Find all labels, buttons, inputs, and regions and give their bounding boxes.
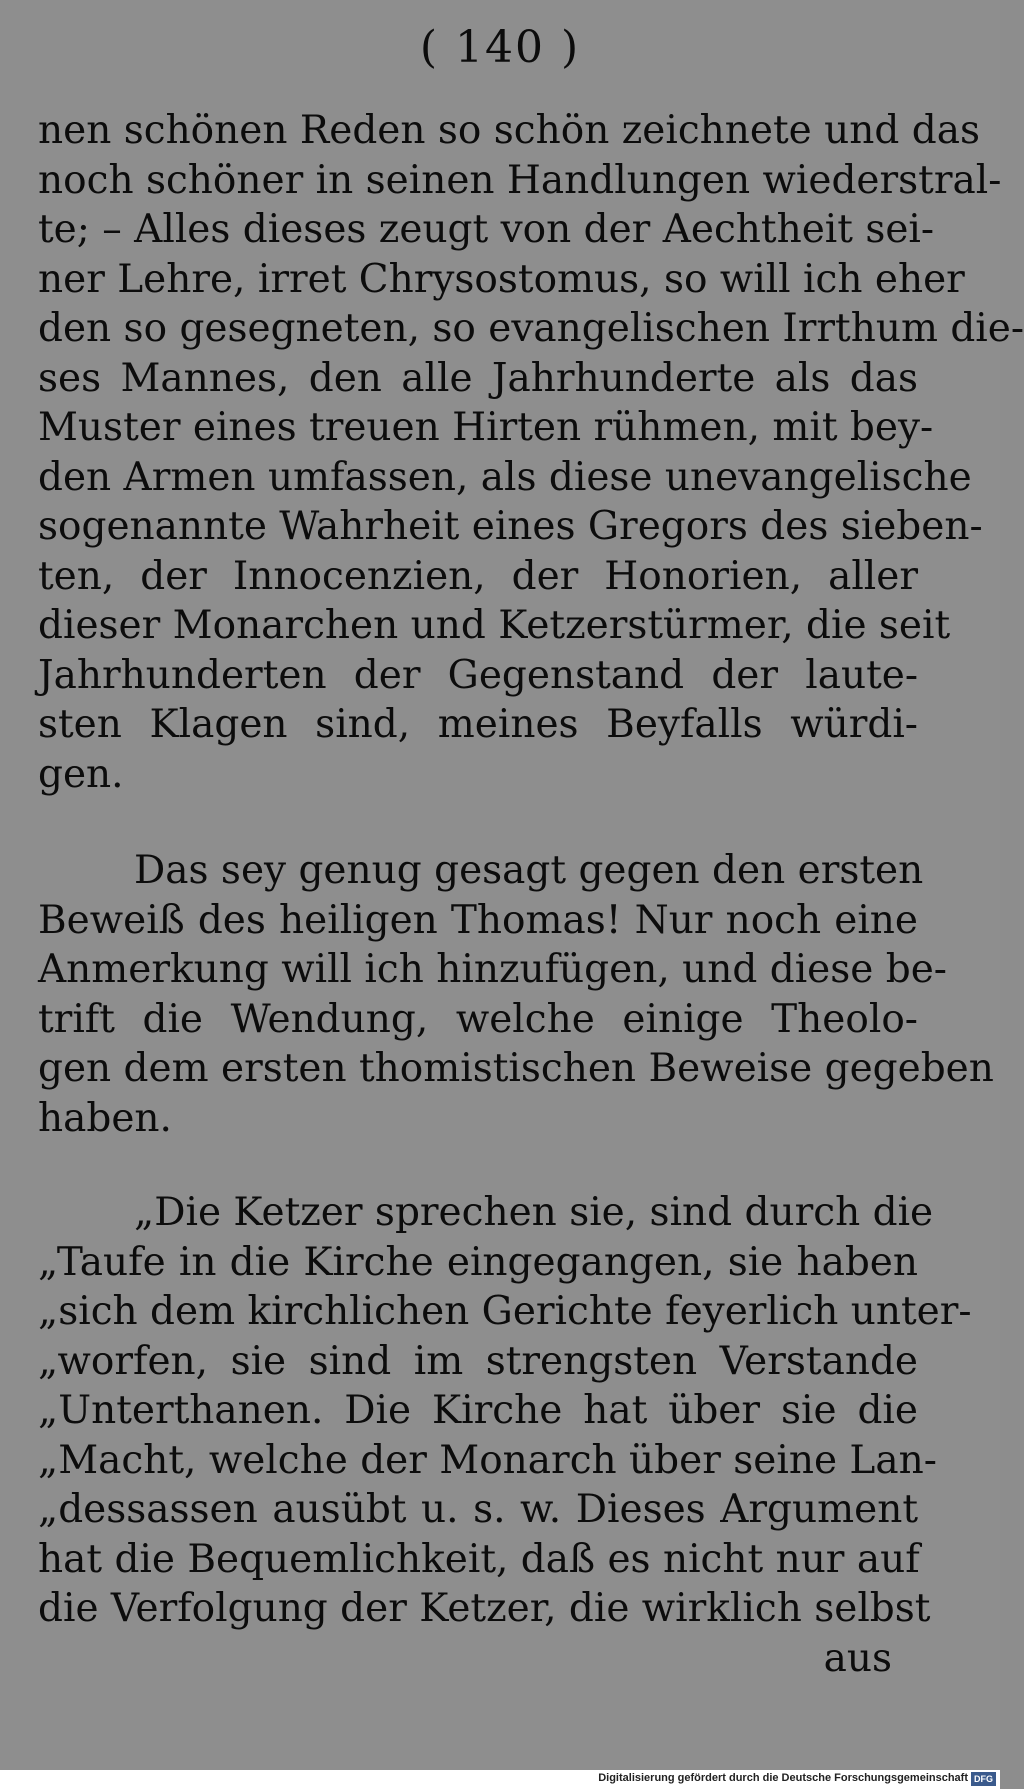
text-line: trift die Wendung, welche einige Theolo- bbox=[38, 996, 918, 1042]
text-line: dieser Monarchen und Ketzerstürmer, die seit bbox=[38, 603, 951, 648]
text-line: sten Klagen sind, meines Beyfalls würdi- bbox=[38, 702, 918, 747]
text-line: ses Mannes, den alle Jahrhunderte als das bbox=[38, 355, 918, 401]
text-line: te; – Alles dieses zeugt von der Aechtheit sei- bbox=[38, 207, 935, 252]
dfg-logo-icon: DFG bbox=[971, 1772, 996, 1786]
text-line: Anmerkung will ich hinzufügen, und diese be- bbox=[38, 947, 947, 992]
page-number: ( 140 ) bbox=[419, 22, 581, 73]
paragraph-3 bbox=[38, 1188, 972, 1634]
paragraph-2 bbox=[38, 846, 994, 1143]
paragraph-1 bbox=[38, 106, 1024, 799]
text-line: „sich dem kirchlichen Gerichte feyerlich unter- bbox=[38, 1289, 972, 1334]
text-line: ner Lehre, irret Chrysostomus, so will ich eher bbox=[38, 256, 965, 302]
text-line: nen schönen Reden so schön zeichnete und das bbox=[38, 108, 980, 153]
text-line: gen. bbox=[38, 751, 124, 797]
text-line: Das sey genug gesagt gegen den ersten bbox=[134, 848, 924, 893]
text-line: gen dem ersten thomistischen Beweise gegeben bbox=[38, 1046, 994, 1091]
text-line: „worfen, sie sind im strengsten Verstande bbox=[38, 1338, 918, 1384]
footer-bar bbox=[0, 1770, 1000, 1789]
text-line: Jahrhunderten der Gegenstand der laute- bbox=[38, 652, 918, 698]
text-line: Beweiß des heiligen Thomas! Nur noch eine bbox=[38, 897, 918, 943]
text-line: „dessassen ausübt u. s. w. Dieses Argument bbox=[38, 1487, 918, 1532]
text-line: „Unterthanen. Die Kirche hat über sie die bbox=[38, 1388, 918, 1433]
text-line: den so gesegneten, so evangelischen Irrthum die- bbox=[38, 306, 1024, 351]
text-line: die Verfolgung der Ketzer, die wirklich selbst bbox=[38, 1586, 931, 1631]
text-line: Muster eines treuen Hirten rühmen, mit bey- bbox=[38, 405, 934, 450]
text-line: den Armen umfassen, als diese unevangelische bbox=[38, 454, 972, 500]
text-line: haben. bbox=[38, 1095, 172, 1141]
catchword: aus bbox=[823, 1636, 892, 1681]
text-line: „Macht, welche der Monarch über seine Lan- bbox=[38, 1437, 937, 1483]
text-line: „Die Ketzer sprechen sie, sind durch die bbox=[134, 1190, 934, 1235]
text-line: sogenannte Wahrheit eines Gregors des sieben- bbox=[38, 504, 983, 549]
text-line: „Taufe in die Kirche eingegangen, sie haben bbox=[38, 1239, 918, 1285]
text-line: ten, der Innocenzien, der Honorien, aller bbox=[38, 553, 918, 599]
text-line: noch schöner in seinen Handlungen wiederstral- bbox=[38, 157, 1002, 203]
text-line: hat die Bequemlichkeit, daß es nicht nur auf bbox=[38, 1536, 920, 1582]
footer-credit: Digitalisierung gefördert durch die Deutsche Forschungsgemeinschaft bbox=[598, 1772, 968, 1784]
